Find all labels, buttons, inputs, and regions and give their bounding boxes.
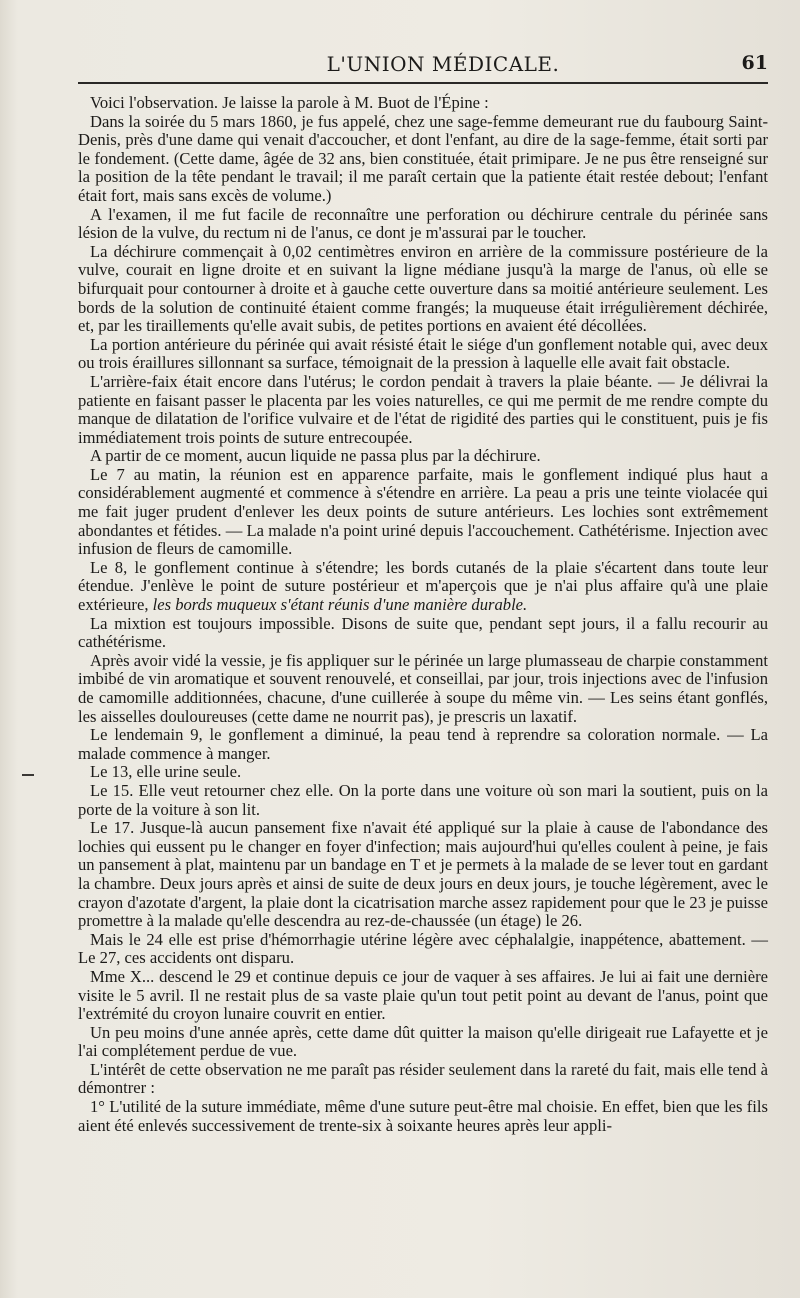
paragraph: La portion antérieure du périnée qui avait résisté était le siége d'un gonflement notable qui, avec deux ou trois éraillures sillonnant sa surface, témoignait de la pression à laquelle elle avait fait obstacle. [78, 334, 768, 373]
paragraph: Mme X... descend le 29 et continue depuis ce jour de vaquer à ses affaires. Je lui ai fait une dernière visite le 5 avril. Il ne restait plus de sa vaste plaie qu'un tout petit point au devant de l'anus, point que l'extrémité du croyon lunaire couvrit en entier. [78, 966, 768, 1024]
paragraph: 1° L'utilité de la suture immédiate, même d'une suture peut-être mal choisie. En effet, bien que les fils aient été enlevés successivement de trente-six à soixante heures après leur appli- [78, 1097, 768, 1135]
italic-phrase: les bords muqueux s'étant réunis d'une manière durable. [152, 595, 528, 615]
body-text [78, 94, 768, 1135]
paragraph: Le 17. Jusque-là aucun pansement fixe n'avait été appliqué sur la plaie à cause de l'abondance des lochies qui eussent pu le changer en foyer d'infection; mais aujourd'hui qu'elles coulent à peine, je fais un pansement à plat, maintenu par un bandage en T et je permets à la malade de se lever tout en gardant la chambre. Deux jours après et ainsi de suite de deux jours en deux jours, je touche légèrement, avec le crayon d'azotate d'argent, la plaie dont la cicatrisation marche assez rapidement pour que le 23 je puisse promettre à la malade qu'elle descendra au rez-de-chaussée (un étage) le 26. [78, 818, 768, 931]
paragraph: Après avoir vidé la vessie, je fis appliquer sur le périnée un large plumasseau de charpie constamment imbibé de vin aromatique et souvent renouvelé, et conseillai, par jour, trois injections avec de l'infusion de camomille additionnées, chacune, d'une cuillerée à soupe du même vin. — Les seins étant gonflés, les aisselles douloureuses (cette dame ne nourrit pas), je prescris un laxatif. [78, 650, 768, 726]
paragraph: L'arrière-faix était encore dans l'utérus; le cordon pendait à travers la plaie béante. — Je délivrai la patiente en faisant passer le placenta par les voies naturelles, ce qui me permit de me rendre compte du manque de dilatation de l'orifice vulvaire et de l'état de rigidité des parties qui le constituent, puis je fis immédiatement trois points de suture entrecoupée. [78, 371, 768, 447]
journal-title: L'UNION MÉDICALE. [326, 52, 560, 76]
paragraph: A l'examen, il me fut facile de reconnaître une perforation ou déchirure centrale du périnée sans lésion de la vulve, du rectum ni de l'anus, ce dont je m'assurai par le toucher. [78, 204, 768, 243]
margin-mark [22, 774, 34, 776]
paragraph: Dans la soirée du 5 mars 1860, je fus appelé, chez une sage-femme demeurant rue du faubourg Saint-Denis, près d'une dame qui venait d'accoucher, et dont l'enfant, au dire de la sage-femme, était sorti par le fondement. (Cette dame, âgée de 32 ans, bien constituée, était primipare. Je ne pus être renseigné sur la position de la tête pendant le travail; il me paraît certain que la patiente était restée debout; l'enfant était fort, mais sans excès de volume.) [78, 111, 768, 205]
paragraph: Mais le 24 elle est prise d'hémorrhagie utérine légère avec céphalalgie, inappétence, abattement. — Le 27, ces accidents ont disparu. [78, 929, 768, 968]
paragraph: Le 7 au matin, la réunion est en apparence parfaite, mais le gonflement indiqué plus haut a considérablement augmenté et commence à s'étendre en arrière. La peau a pris une teinte violacée qui me fait juger prudent d'enlever les deux points de suture antérieurs. Les lochies sont extrêmement abondantes et fétides. — La malade n'a point uriné depuis l'accouchement. Cathétérisme. Injection avec infusion de fleurs de camomille. [78, 464, 768, 559]
paragraph-text: Le 8, le gonflement continue à s'étendre; les bords cutanés de la plaie s'écartent dans toute leur étendue. J'enlève le point de suture postérieur et m'aperçois que je n'ai plus affaire qu'à une plaie extérieure, [78, 557, 768, 615]
paragraph: Le 15. Elle veut retourner chez elle. On la porte dans une voiture où son mari la soutient, puis on la porte de la voiture à son lit. [78, 780, 768, 819]
paragraph: Le lendemain 9, le gonflement a diminué, la peau tend à reprendre sa coloration normale. — La malade commence à manger. [78, 725, 768, 763]
paragraph [78, 559, 768, 615]
running-head [78, 52, 768, 84]
paragraph: A partir de ce moment, aucun liquide ne passa plus par la déchirure. [90, 446, 541, 466]
page-number: 61 [741, 52, 768, 74]
paragraph: Un peu moins d'une année après, cette dame dût quitter la maison qu'elle dirigeait rue Lafayette et je l'ai complétement perdue de vue. [78, 1022, 768, 1061]
paragraph: La déchirure commençait à 0,02 centimètres environ en arrière de la commissure postérieure de la vulve, courait en ligne droite et en suivant la ligne médiane jusqu'à la marge de l'anus, où elle se bifurquait pour contourner à droite et à gauche cette ouverture dans sa moitié antérieure seulement. Les bords de la solution de continuité étaient comme frangés; la muqueuse était irrégulièrement déchirée, et, par les tiraillements qu'elle avait subis, de petites portions en avaient été décollées. [78, 241, 768, 336]
paragraph: L'intérêt de cette observation ne me paraît pas résider seulement dans la rareté du fait, mais elle tend à démontrer : [78, 1059, 768, 1098]
paragraph: Le 13, elle urine seule. [90, 762, 242, 782]
paragraph: Voici l'observation. Je laisse la parole à M. Buot de l'Épine : [90, 93, 489, 112]
paragraph: La mixtion est toujours impossible. Disons de suite que, pendant sept jours, il a fallu recourir au cathétérisme. [78, 613, 768, 652]
